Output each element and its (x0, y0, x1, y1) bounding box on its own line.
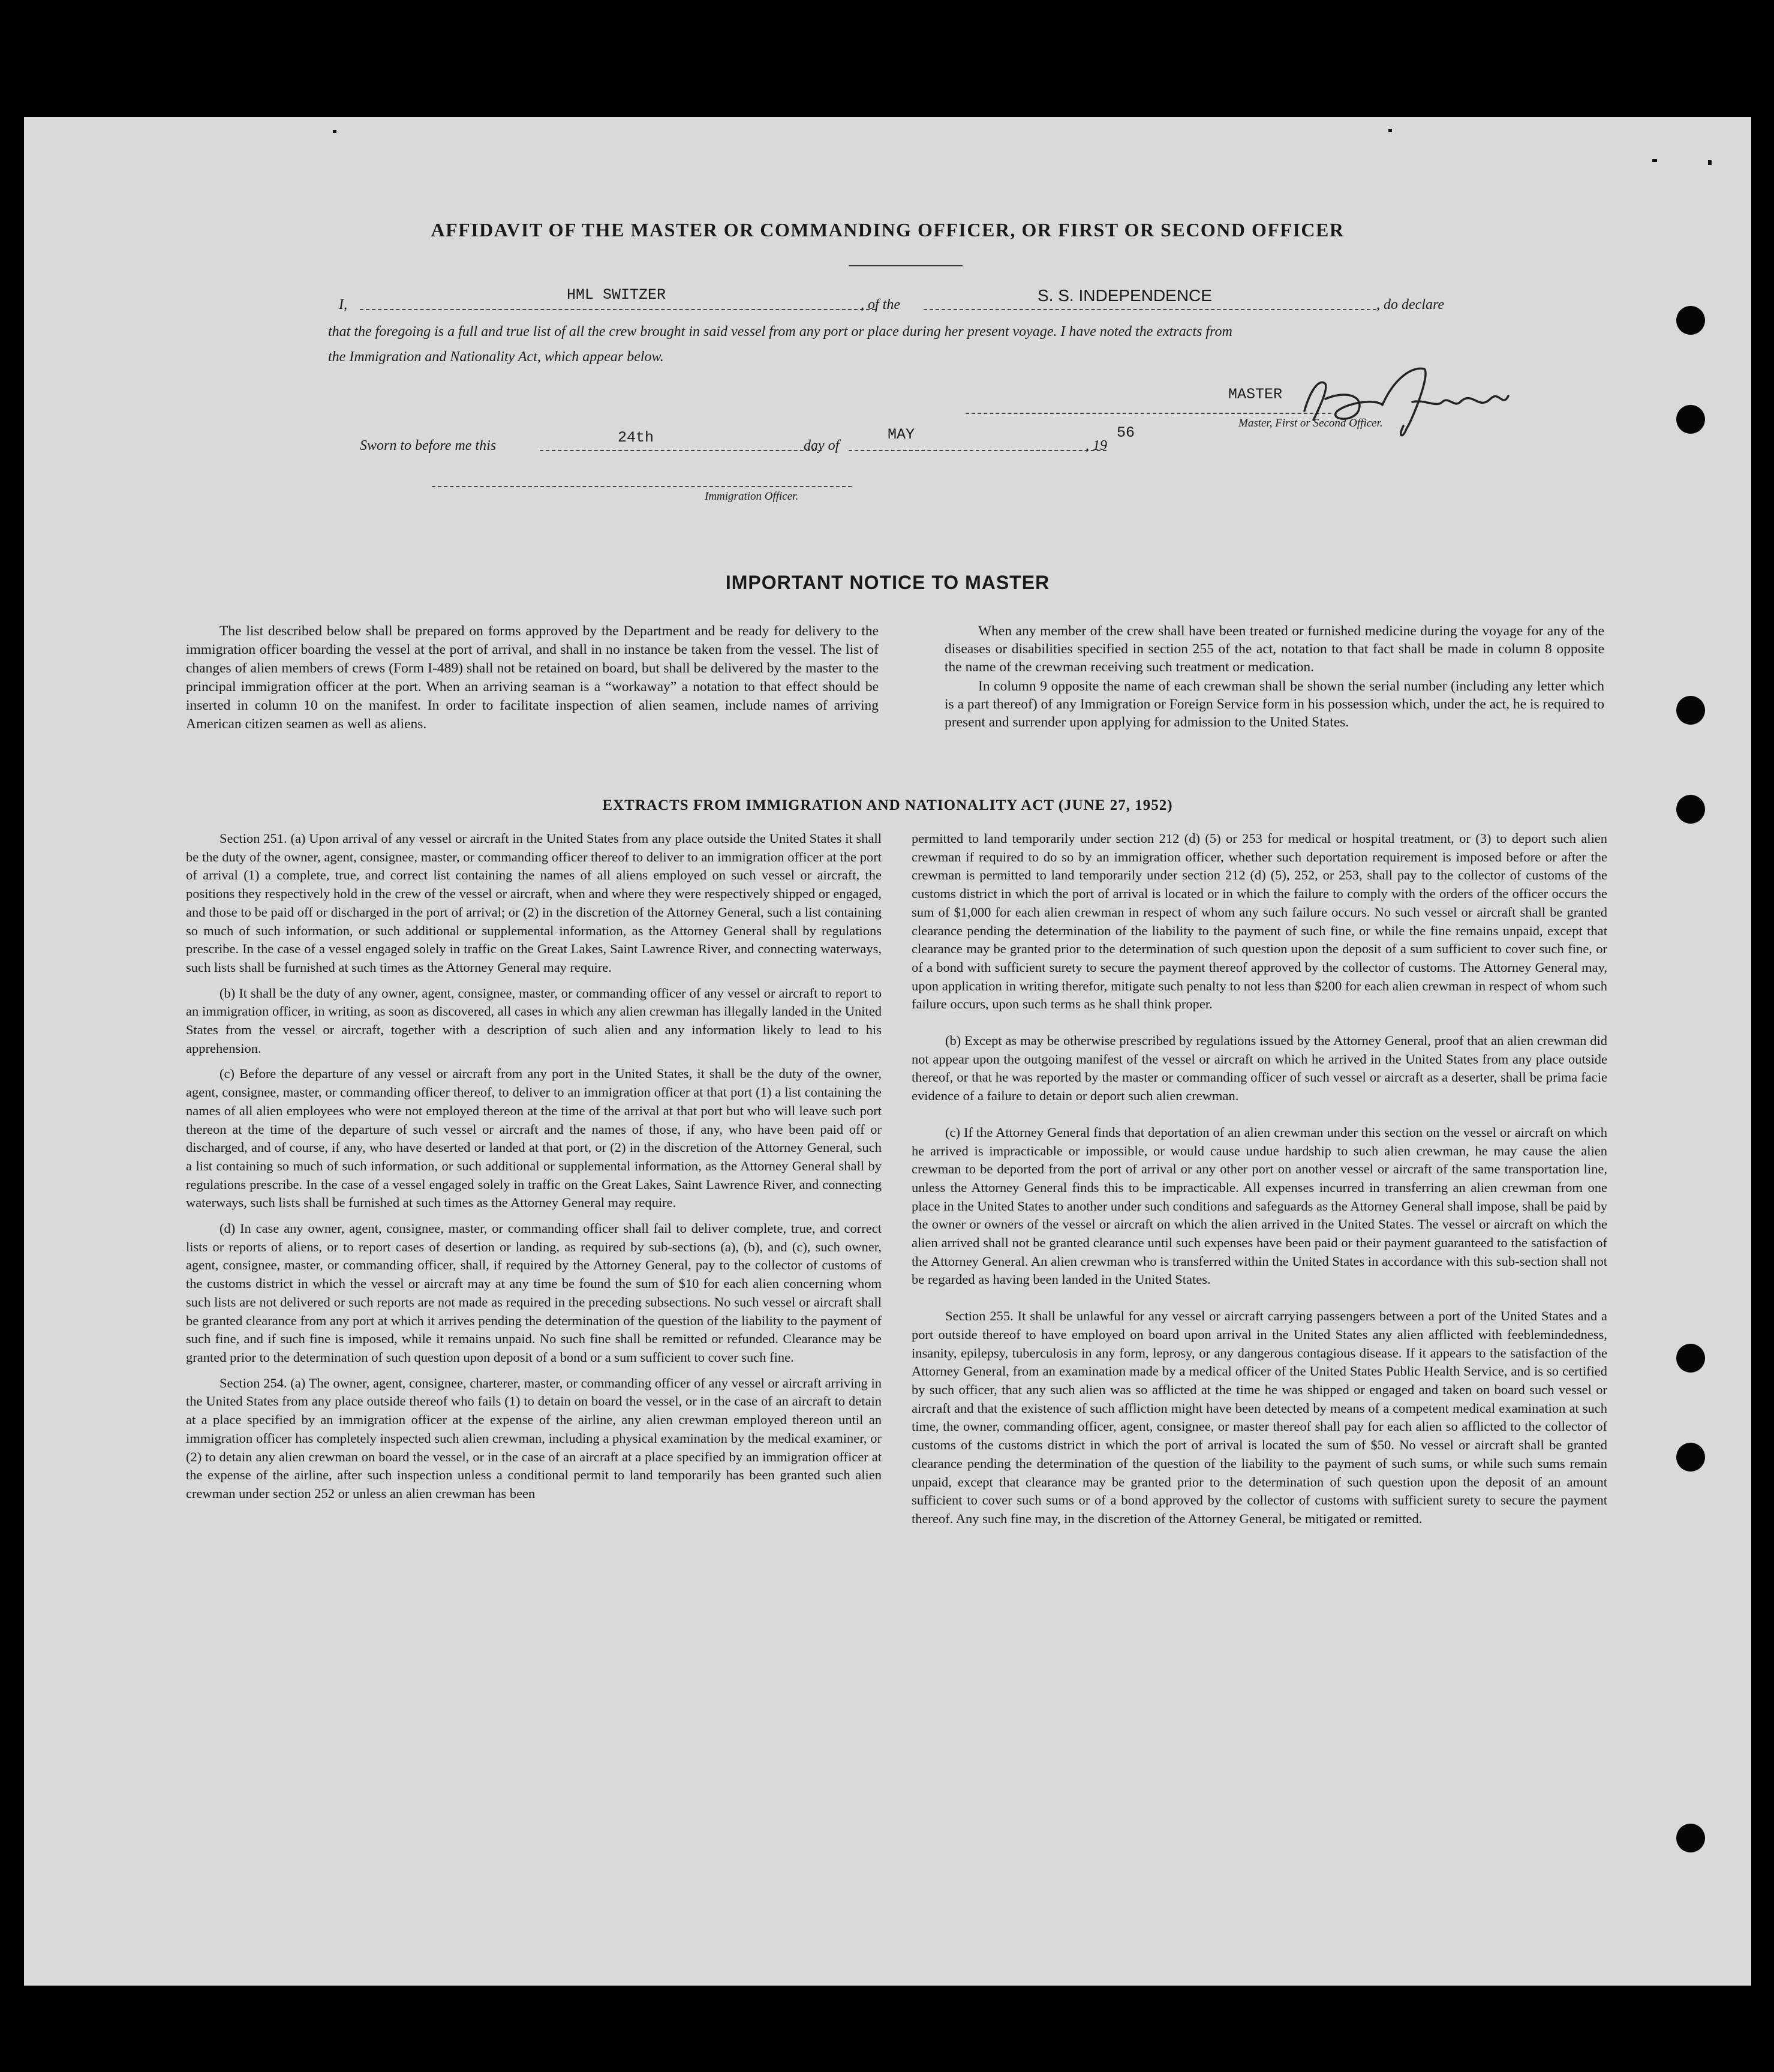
vessel-name-line (924, 309, 1376, 310)
section-254-a: Section 254. (a) The owner, agent, consignee, charterer, master, or commanding officer of any vessel or aircraft arriving in the United States from any place outside thereof who fails (1) to detain on board the vessel, or in the case of an aircraft to detain at a place specified by an immigration officer at the expense of the airline, any alien crewman employed thereon until an immigration officer has completely inspected such alien crewman, including a physical examination by the medical examiner, or (2) to detain any alien crewman on board the vessel, or in the case of an aircraft at a place specified by an immigration officer at the expense of the airline, after such inspection unless a conditional permit to land temporarily has been granted such alien crewman under section 252 or unless an alien crewman has been (186, 1375, 882, 1501)
section-254-a-continued: permitted to land temporarily under section 212 (d) (5) or 253 for medical or hospital treatment, or (3) to deport such alien crewman if required to do so by an immigration officer, whether such deportation requirement is imposed before or after the crewman is permitted to land temporarily under section 212 (d) (5), 252, or 253, shall pay to the collector of customs of the customs district in which the port of arrival is located or in which the failure to comply with the orders of the officer occurs the sum of $1,000 for each alien crewman in respect of whom any such failure occurs. No such vessel or aircraft shall be granted clearance pending the determination of the liability to the payment of such fine, or while the fine remains unpaid, except that clearance may be granted prior to the determination of such question upon the deposit of a sum sufficient to cover such fine, or of a bond with sufficient surety to secure the payment thereof approved by the collector of customs. The Attorney General may, upon application in writing therefor, mitigate such penalty to not less than $200 for each alien crewman in respect of whom such failure occurs, upon such terms as he shall think proper. (912, 831, 1607, 1012)
scan-speck (1708, 160, 1712, 165)
notice-left-paragraph: The list described below shall be prepared on forms approved by the Department and be ready for delivery to the immigration officer boarding the vessel at the port of arrival, and shall in no instance be taken from the vessel. The list of changes of alien members of crews (Form I-489) shall not be retained on board, but shall be delivered by the master to the principal immigration officer at the port. When an arriving seaman is a “workaway” a notation to that effect should be inserted in column 10 on the manifest. In order to facilitate inspection of alien seamen, include names of arriving American citizen seamen as well as aliens. (186, 623, 879, 732)
section-251-c: (c) Before the departure of any vessel or aircraft from any port in the United States, it shall be the duty of the owner, agent, consignee, master, or commanding officer thereof, to deliver to an immigration officer at that port (1) a list containing the names of all alien employees who were not employed thereon at the time of the arrival at that port but who will leave such port thereon at the time of the departure of such vessel or aircraft and the names of those, if any, who have been paid off or discharged, and of course, if any, who have deserted or landed at that port, or (2) in the discretion of the Attorney General, such a list containing so much of such information, or such additional or supplemental information, as the Attorney General shall by regulations prescribe. In the case of a vessel engaged solely in traffic on the Great Lakes, Saint Lawrence River, and connecting waterways, such lists shall be furnished at such times as the Attorney General may require. (186, 1066, 882, 1211)
extracts-right-column (912, 830, 1607, 1529)
notice-right-paragraph-2: In column 9 opposite the name of each crewman shall be shown the serial number (including any letter which is a part thereof) of any Immigration or Foreign Service form in his possession which, under the act, he is required to present and surrender upon applying for admission to the United States. (945, 678, 1604, 730)
binder-hole (1676, 1824, 1705, 1852)
binder-hole (1676, 1443, 1705, 1472)
scan-speck (1388, 129, 1392, 132)
section-251-a: Section 251. (a) Upon arrival of any vessel or aircraft in the United States from any place outside the United States it shall be the duty of the owner, agent, consignee, master, or commanding officer thereof to deliver to an immigration officer at the port of arrival (1) a complete, true, and correct list containing the names of all aliens employed on such vessel or aircraft, the positions they respectively hold in the crew of the vessel or aircraft, when and where they were respectively shipped or engaged, and those to be paid off or discharged in the port of arrival; or (2) in the discretion of the Attorney General, such a list containing so much of such information, or such additional or supplemental information, as the Attorney General shall by regulations prescribe. In the case of a vessel engaged solely in traffic on the Great Lakes, Saint Lawrence River, and connecting waterways, such lists shall be furnished at such times as the Attorney General may require. (186, 831, 882, 975)
section-255: Section 255. It shall be unlawful for any vessel or aircraft carrying passengers between a port of the United States and a port outside thereof to have employed on board upon arrival in the United States any alien afflicted with feeblemindedness, insanity, epilepsy, tuberculosis in any form, leprosy, or any dangerous contagious disease. If it appears to the satisfaction of the Attorney General, from an examination made by a medical officer of the United States Public Health Service, and is so certified by such officer, that any such alien was so afflicted at the time he was shipped or engaged and taken on board such vessel or aircraft and that the existence of such affliction might have been detected by means of a competent medical examination at such time, the owner, commanding officer, agent, consignee, or master thereof shall pay for each alien so afflicted to the collector of customs of the customs district in which the port of arrival is located the sum of $50. No vessel or aircraft shall be granted clearance pending the determination of the question of the liability to the payment of such sums, or while such sums remain unpaid, except that clearance may be granted prior to the determination of such question upon the deposit of an amount sufficient to cover such sums or of a bond approved by the collector of customs with sufficient surety to secure the payment thereof. Any such fine may, in the discretion of the Attorney General, be mitigated or remitted. (912, 1308, 1607, 1526)
notice-left-column (186, 622, 879, 734)
binder-hole (1676, 306, 1705, 335)
binder-hole (1676, 795, 1705, 824)
sworn-day-line (540, 450, 822, 451)
year-prefix: , 19 (1086, 438, 1107, 454)
notice-right-column (945, 622, 1604, 731)
declaration-line-2: the Immigration and Nationality Act, which appear below. (328, 349, 664, 365)
signer-title: MASTER (1228, 386, 1283, 403)
signature-image (1292, 354, 1520, 444)
extracts-title: EXTRACTS FROM IMMIGRATION AND NATIONALITY ACT (JUNE 27, 1952) (602, 797, 1173, 813)
binder-hole (1676, 405, 1705, 434)
scan-speck (333, 130, 336, 133)
signer-caption: Master, First or Second Officer. (1238, 417, 1383, 430)
extracts-left-column (186, 830, 882, 1503)
day-of-label: day of (804, 438, 840, 454)
section-254-c: (c) If the Attorney General finds that deportation of an alien crewman under this section on the vessel or aircraft on which he arrived is impracticable or impossible, or would cause undue hardship to such alien crewman, he may cause the alien crewman to be deported from the port of arrival or any other port on another vessel or aircraft of the same transportation line, unless the Attorney General finds this to be impracticable. All expenses incurred in transferring an alien crewman from one place in the United States to another under such conditions and safeguards as the Attorney General shall impose, shall be paid by the owner or owners of the vessel or aircraft on which the alien arrived in the United States. The vessel or aircraft on which the alien arrived shall not be granted clearance until such expenses have been paid or their payment guaranteed to the satisfaction of the Attorney General. An alien crewman who is transferred within the United States in accordance with this sub-section shall not be regarded as having been landed in the United States. (912, 1124, 1607, 1287)
scan-speck (1652, 159, 1657, 162)
binder-hole (1676, 1344, 1705, 1373)
master-name-value: HML SWITZER (567, 286, 666, 304)
of-the-label: , of the (861, 297, 900, 313)
section-251-b: (b) It shall be the duty of any owner, agent, consignee, master, or commanding officer of any vessel or aircraft to report to an immigration officer, in writing, as soon as discovered, all cases in which any alien crewman has illegally landed in the United States from the vessel or aircraft, together with a description of such alien and any information likely to lead to his apprehension. (186, 985, 882, 1056)
vessel-name-value: S. S. INDEPENDENCE (1038, 286, 1212, 305)
sworn-month-line (849, 450, 1107, 451)
title-underline (849, 265, 963, 266)
master-name-line (360, 309, 876, 310)
notice-right-paragraph-1: When any member of the crew shall have been treated or furnished medicine during the voyage for any of the diseases or disabilities specified in section 255 of the act, notation to that fact shall be made in column 8 opposite the name of the crewman receiving such treatment or medication. (945, 623, 1604, 675)
binder-hole (1676, 696, 1705, 725)
sworn-label: Sworn to before me this (360, 438, 497, 454)
sworn-month-value: MAY (888, 426, 915, 443)
immigration-officer-line (432, 486, 852, 487)
sworn-day-value: 24th (618, 429, 654, 446)
sworn-year-value: 56 (1117, 424, 1135, 442)
signature-line (966, 413, 1331, 414)
affidavit-title: AFFIDAVIT OF THE MASTER OR COMMANDING OFFICER, OR FIRST OR SECOND OFFICER (431, 219, 1345, 241)
document-page (24, 117, 1751, 1986)
i-label: I, (339, 297, 347, 313)
section-254-b: (b) Except as may be otherwise prescribed by regulations issued by the Attorney General, proof that an alien crewman did not appear upon the outgoing manifest of the vessel or aircraft on which he arrived in the United States from any place outside thereof, or that he was reported by the master or commanding officer of such vessel or aircraft as a deserter, shall be prima facie evidence of a failure to detain or deport such alien crewman. (912, 1033, 1607, 1104)
notice-title: IMPORTANT NOTICE TO MASTER (725, 572, 1050, 593)
section-251-d: (d) In case any owner, agent, consignee, master, or commanding officer shall fail to deliver complete, true, and correct lists or reports of aliens, or to report cases of desertion or landing, as required by sub-sections (a), (b), and (c), such owner, agent, consignee, master, or commanding officer, shall, if required by the Attorney General, pay to the collector of customs of the customs district in which the vessel or aircraft may at any time be found the sum of $10 for each alien concerning whom such lists are not delivered or such reports are not made as required in the preceding subsections. No such vessel or aircraft shall be granted clearance from any port at which it arrives pending the determination of the question of the liability to the payment of such fine, and if such fine is imposed, while it remains unpaid. No such fine shall be remitted or refunded. Clearance may be granted prior to the determination of such question upon deposit of a bond or a sum sufficient to cover such fine. (186, 1221, 882, 1365)
declaration-line-1: that the foregoing is a full and true list of all the crew brought in said vessel from any port or place during her present voyage. I have noted the extracts from (328, 324, 1232, 340)
officer-caption: Immigration Officer. (705, 490, 799, 503)
do-declare-label: , do declare (1376, 297, 1445, 313)
